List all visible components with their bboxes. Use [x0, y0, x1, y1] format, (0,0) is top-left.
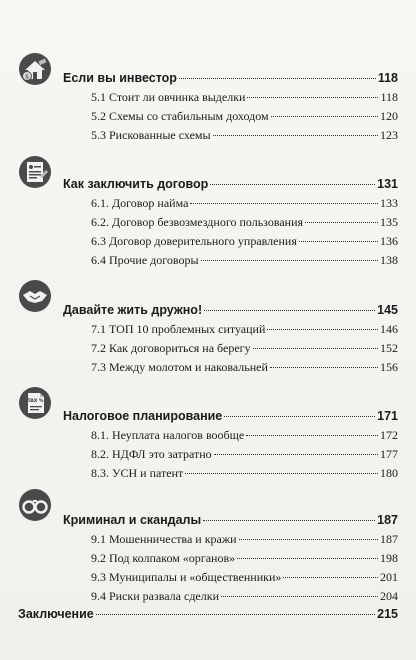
- section-title: 8.2. НДФЛ это затратно: [91, 447, 212, 461]
- dot-leader: [271, 116, 378, 117]
- dot-leader: [203, 520, 375, 521]
- section-row[interactable]: [91, 215, 398, 230]
- conclusion-page-number: 215: [377, 607, 398, 621]
- section-row[interactable]: [91, 428, 398, 443]
- section-row[interactable]: [91, 253, 398, 268]
- chapter-page-number: 118: [377, 71, 398, 85]
- chapter-title: Давайте жить дружно!: [63, 303, 203, 317]
- dot-leader: [299, 241, 378, 242]
- section-title: 9.4 Риски развала сделки: [91, 589, 219, 603]
- section-row[interactable]: [91, 360, 398, 375]
- dot-leader: [185, 473, 378, 474]
- conclusion-title: Заключение: [18, 607, 94, 621]
- section-title: 5.3 Рискованные схемы: [91, 128, 211, 142]
- section-title: 6.3 Договор доверительного управления: [91, 234, 297, 248]
- section-page-number: 187: [380, 532, 398, 546]
- section-row[interactable]: [91, 447, 398, 462]
- chapter-row[interactable]: [63, 513, 398, 527]
- handcuffs-icon: [18, 488, 52, 522]
- chapter-page-number: 131: [377, 177, 398, 191]
- tax-icon-text: TAX %: [27, 399, 44, 404]
- section-page-number: 198: [380, 551, 398, 565]
- section-page-number: 180: [380, 466, 398, 480]
- dot-leader: [267, 329, 378, 330]
- dot-leader: [270, 367, 378, 368]
- dot-leader: [221, 596, 378, 597]
- section-row[interactable]: [91, 322, 398, 337]
- section-title: 7.1 ТОП 10 проблемных ситуаций: [91, 322, 266, 336]
- section-page-number: 201: [380, 570, 398, 584]
- section-title: 7.3 Между молотом и наковальней: [91, 360, 268, 374]
- section-title: 5.2 Схемы со стабильным доходом: [91, 109, 269, 123]
- dot-leader: [283, 577, 378, 578]
- dot-leader: [204, 310, 375, 311]
- dot-leader: [96, 614, 375, 615]
- handshake-icon: [18, 279, 52, 313]
- section-row[interactable]: [91, 234, 398, 249]
- chapter-row[interactable]: [63, 409, 398, 423]
- section-title: 7.2 Как договориться на берегу: [91, 341, 251, 355]
- dot-leader: [214, 454, 378, 455]
- dot-leader: [224, 416, 375, 417]
- chapter-title: Криминал и скандалы: [63, 513, 202, 527]
- section-row[interactable]: [91, 570, 398, 585]
- section-title: 5.1 Стоит ли овчинка выделки: [91, 90, 246, 104]
- section-title: 8.3. УСН и патент: [91, 466, 184, 480]
- section-title: 9.1 Мошенничества и кражи: [91, 532, 237, 546]
- section-title: 8.1. Неуплата налогов вообще: [91, 428, 245, 442]
- dot-leader: [179, 78, 376, 79]
- section-page-number: 118: [380, 90, 398, 104]
- section-title: 6.4 Прочие договоры: [91, 253, 199, 267]
- chapter-title: Налоговое планирование: [63, 409, 223, 423]
- chapter-row[interactable]: [63, 71, 398, 85]
- section-page-number: 123: [380, 128, 398, 142]
- dot-leader: [305, 222, 378, 223]
- section-row[interactable]: [91, 128, 398, 143]
- dot-leader: [201, 260, 378, 261]
- section-page-number: 172: [380, 428, 398, 442]
- dot-leader: [247, 97, 378, 98]
- section-page-number: 146: [380, 322, 398, 336]
- section-page-number: 156: [380, 360, 398, 374]
- dot-leader: [210, 184, 375, 185]
- section-page-number: 177: [380, 447, 398, 461]
- dot-leader: [239, 539, 378, 540]
- section-page-number: 135: [380, 215, 398, 229]
- section-page-number: 138: [380, 253, 398, 267]
- dot-leader: [246, 435, 378, 436]
- section-page-number: 152: [380, 341, 398, 355]
- chapter-row[interactable]: [63, 177, 398, 191]
- dot-leader: [253, 348, 378, 349]
- chapter-page-number: 145: [377, 303, 398, 317]
- section-title: 6.2. Договор безвозмездного пользования: [91, 215, 304, 229]
- section-row[interactable]: [91, 90, 398, 105]
- dot-leader: [213, 135, 378, 136]
- section-page-number: 136: [380, 234, 398, 248]
- section-page-number: 120: [380, 109, 398, 123]
- section-title: 9.2 Под колпаком «органов»: [91, 551, 236, 565]
- conclusion-row[interactable]: [18, 607, 398, 621]
- section-row[interactable]: [91, 532, 398, 547]
- section-page-number: 133: [380, 196, 398, 210]
- section-page-number: 204: [380, 589, 398, 603]
- section-row[interactable]: [91, 589, 398, 604]
- svg-text:$: $: [25, 73, 29, 81]
- section-row[interactable]: [91, 109, 398, 124]
- chapter-title: Если вы инвестор: [63, 71, 177, 85]
- section-row[interactable]: [91, 466, 398, 481]
- section-row[interactable]: [91, 196, 398, 211]
- chapter-page-number: 187: [377, 513, 398, 527]
- section-title: 6.1. Договор найма: [91, 196, 189, 210]
- investor-house-icon: [18, 52, 52, 86]
- chapter-title: Как заключить договор: [63, 177, 209, 191]
- contract-document-icon: [18, 155, 52, 189]
- section-title: 9.3 Муниципалы и «общественники»: [91, 570, 282, 584]
- tax-document-icon: [18, 386, 52, 420]
- dot-leader: [190, 203, 378, 204]
- section-row[interactable]: [91, 551, 398, 566]
- chapter-page-number: 171: [377, 409, 398, 423]
- dot-leader: [237, 558, 378, 559]
- chapter-row[interactable]: [63, 303, 398, 317]
- section-row[interactable]: [91, 341, 398, 356]
